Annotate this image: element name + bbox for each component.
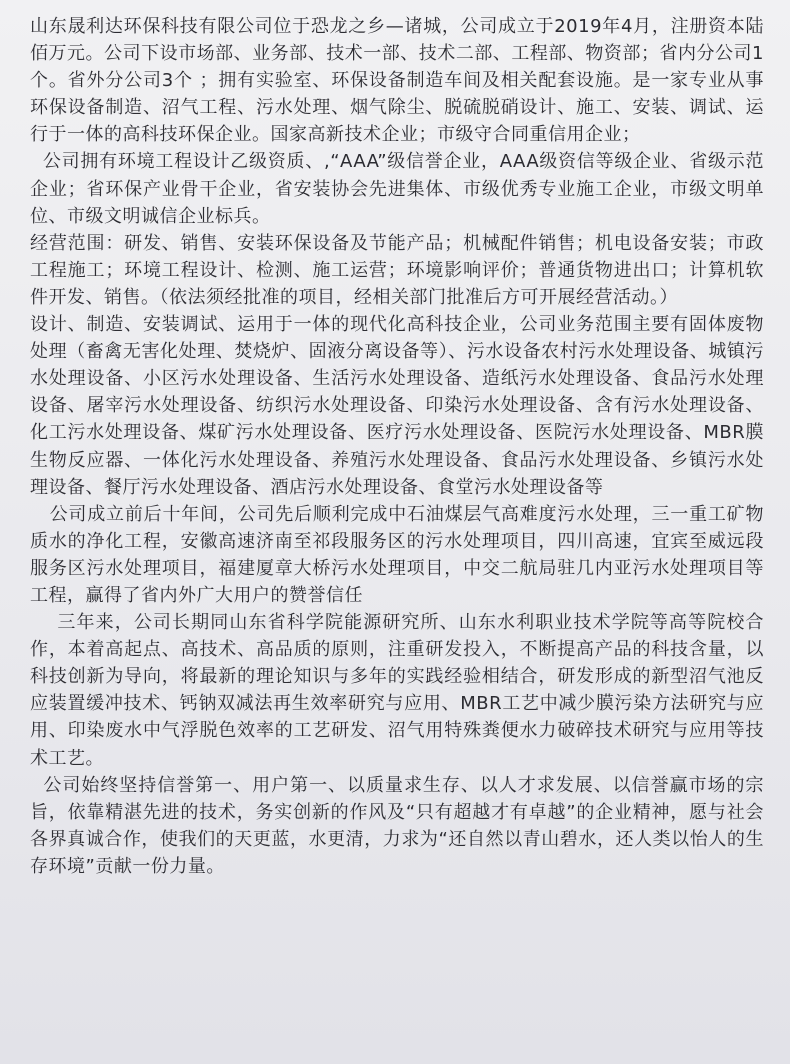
paragraph-project-history: 公司成立前后十年间，公司先后顺利完成中石油煤层气高难度污水处理，三一重工矿物质水的净化工程，安徽高速济南至祁段服务区的污水处理项目，四川高速，宜宾至威远段服务区污水处理项目，福建厦章大桥污水处理项目，中交二航局驻几内亚污水处理项目等工程，赢得了省内外广大用户的赞誉信任: [30, 503, 764, 606]
paragraph-company-overview: 山东晟利达环保科技有限公司位于恐龙之乡—诸城，公司成立于2019年4月，注册资本陆佰万元。公司下设市场部、业务部、技术一部、技术二部、工程部、物资部；省内分公司1个。省外分公司3个 ；拥有实验室、环保设备制造车间及相关配套设施。是一家专业从事环保设备制造、沼气工程、污水处理、烟气除尘、脱硫脱硝设计、施工、安装、调试、运行于一体的高科技环保企业。国家高新技术企业；市级守合同重信用企业；: [30, 16, 764, 146]
paragraph-qualifications: 公司拥有环境工程设计乙级资质、,“AAA”级信誉企业，AAA级资信等级企业、省级示范企业；省环保产业骨干企业，省安装协会先进集体、市级优秀专业施工企业，市级文明单位、市级文明诚信企业标兵。: [30, 151, 764, 227]
paragraph-business-scope: 经营范围：研发、销售、安装环保设备及节能产品；机械配件销售；机电设备安装；市政工程施工；环境工程设计、检测、施工运营；环境影响评价；普通货物进出口；计算机软件开发、销售。（依法须经批准的项目，经相关部门批准后方可开展经营活动。）: [30, 232, 764, 308]
paragraph-product-range: 设计、制造、安装调试、运用于一体的现代化高科技企业，公司业务范围主要有固体废物处理（畜禽无害化处理、焚烧炉、固液分离设备等）、污水设备农村污水处理设备、城镇污水处理设备、小区污水处理设备、生活污水处理设备、造纸污水处理设备、食品污水处理设备、屠宰污水处理设备、纺织污水处理设备、印染污水处理设备、含有污水处理设备、化工污水处理设备、煤矿污水处理设备、医疗污水处理设备、医院污水处理设备、MBR膜生物反应器、一体化污水处理设备、养殖污水处理设备、食品污水处理设备、乡镇污水处理设备、餐厅污水处理设备、酒店污水处理设备、食堂污水处理设备等: [30, 314, 764, 498]
paragraph-research-cooperation: 三年来，公司长期同山东省科学院能源研究所、山东水利职业技术学院等高等院校合作，本着高起点、高技术、高品质的原则，注重研发投入，不断提高产品的科技含量，以科技创新为导向，将最新的理论知识与多年的实践经验相结合，研发形成的新型沼气池反应装置缓冲技术、钙钠双减法再生效率研究与应用、MBR工艺中减少膜污染方法研究与应用、印染废水中气浮脱色效率的工艺研发、沼气用特殊粪便水力破碎技术研究与应用等技术工艺。: [30, 612, 765, 769]
paragraph-company-philosophy: 公司始终坚持信誉第一、用户第一、以质量求生存、以人才求发展、以信誉赢市场的宗旨，依靠精湛先进的技术，务实创新的作风及“只有超越才有卓越”的企业精神，愿与社会各界真诚合作，使我们的天更蓝，水更清，力求为“还自然以青山碧水，还人类以怡人的生存环境”贡献一份力量。: [30, 774, 764, 877]
